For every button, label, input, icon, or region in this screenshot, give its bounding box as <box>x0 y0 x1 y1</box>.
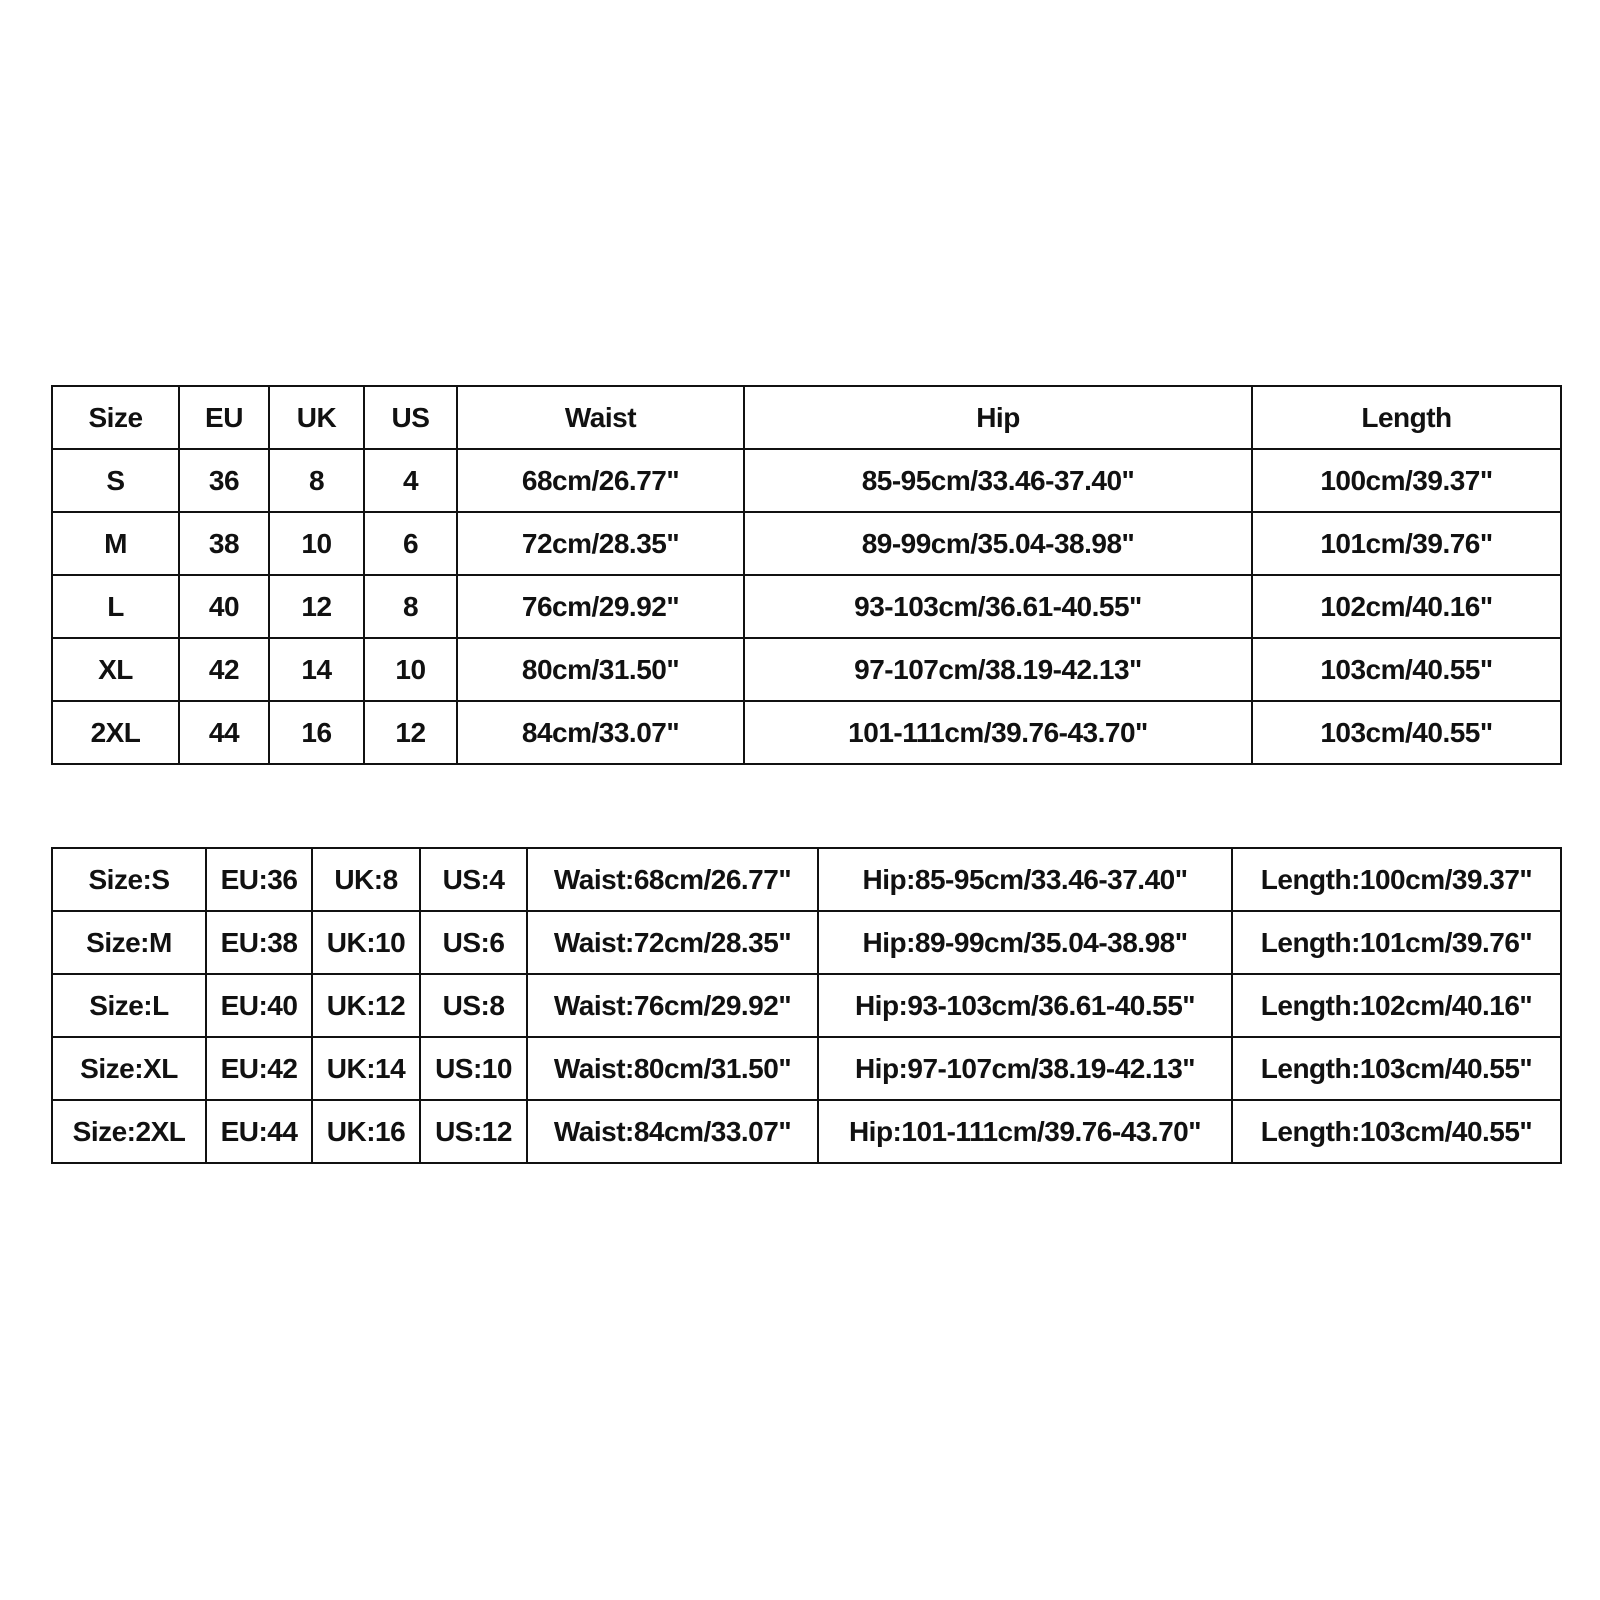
cell-eu: EU:44 <box>206 1100 312 1163</box>
cell-eu: 38 <box>179 512 269 575</box>
cell-us: US:8 <box>420 974 527 1037</box>
size-chart-table-primary <box>51 385 1562 765</box>
cell-waist: 84cm/33.07" <box>457 701 744 764</box>
cell-uk: UK:10 <box>312 911 420 974</box>
cell-size: Size:2XL <box>52 1100 206 1163</box>
cell-waist: Waist:80cm/31.50" <box>527 1037 818 1100</box>
cell-hip: 93-103cm/36.61-40.55" <box>744 575 1252 638</box>
cell-length: 103cm/40.55" <box>1252 701 1561 764</box>
cell-hip: 89-99cm/35.04-38.98" <box>744 512 1252 575</box>
header-eu: EU <box>179 386 269 449</box>
cell-us: 8 <box>364 575 457 638</box>
cell-size: Size:XL <box>52 1037 206 1100</box>
cell-us: 12 <box>364 701 457 764</box>
cell-length: 102cm/40.16" <box>1252 575 1561 638</box>
cell-waist: 76cm/29.92" <box>457 575 744 638</box>
cell-waist: 72cm/28.35" <box>457 512 744 575</box>
table-row <box>52 974 1561 1037</box>
cell-hip: Hip:101-111cm/39.76-43.70" <box>818 1100 1232 1163</box>
cell-size: Size:M <box>52 911 206 974</box>
cell-waist: Waist:76cm/29.92" <box>527 974 818 1037</box>
table-row <box>52 449 1561 512</box>
cell-uk: 16 <box>269 701 364 764</box>
cell-uk: UK:14 <box>312 1037 420 1100</box>
cell-eu: 44 <box>179 701 269 764</box>
cell-eu: EU:36 <box>206 848 312 911</box>
header-us: US <box>364 386 457 449</box>
cell-size: L <box>52 575 179 638</box>
table-row <box>52 1100 1561 1163</box>
cell-hip: 97-107cm/38.19-42.13" <box>744 638 1252 701</box>
cell-waist: Waist:72cm/28.35" <box>527 911 818 974</box>
table-row <box>52 638 1561 701</box>
cell-hip: Hip:97-107cm/38.19-42.13" <box>818 1037 1232 1100</box>
cell-size: XL <box>52 638 179 701</box>
cell-eu: 36 <box>179 449 269 512</box>
table-row <box>52 701 1561 764</box>
cell-size: M <box>52 512 179 575</box>
table-row <box>52 575 1561 638</box>
size-chart-table-labeled <box>51 847 1562 1164</box>
table-row <box>52 848 1561 911</box>
cell-eu: EU:42 <box>206 1037 312 1100</box>
header-waist: Waist <box>457 386 744 449</box>
cell-us: US:4 <box>420 848 527 911</box>
cell-length: Length:103cm/40.55" <box>1232 1037 1561 1100</box>
cell-us: US:10 <box>420 1037 527 1100</box>
cell-us: 6 <box>364 512 457 575</box>
table-row <box>52 1037 1561 1100</box>
cell-size: Size:S <box>52 848 206 911</box>
cell-waist: 80cm/31.50" <box>457 638 744 701</box>
table-row <box>52 911 1561 974</box>
cell-us: US:6 <box>420 911 527 974</box>
table-row <box>52 512 1561 575</box>
table-header-row <box>52 386 1561 449</box>
cell-uk: UK:12 <box>312 974 420 1037</box>
cell-us: 10 <box>364 638 457 701</box>
cell-length: 100cm/39.37" <box>1252 449 1561 512</box>
cell-hip: Hip:93-103cm/36.61-40.55" <box>818 974 1232 1037</box>
cell-hip: Hip:85-95cm/33.46-37.40" <box>818 848 1232 911</box>
cell-hip: 101-111cm/39.76-43.70" <box>744 701 1252 764</box>
cell-us: 4 <box>364 449 457 512</box>
cell-waist: Waist:84cm/33.07" <box>527 1100 818 1163</box>
cell-us: US:12 <box>420 1100 527 1163</box>
cell-uk: 8 <box>269 449 364 512</box>
cell-length: Length:100cm/39.37" <box>1232 848 1561 911</box>
cell-size: 2XL <box>52 701 179 764</box>
cell-eu: EU:40 <box>206 974 312 1037</box>
cell-hip: 85-95cm/33.46-37.40" <box>744 449 1252 512</box>
cell-eu: EU:38 <box>206 911 312 974</box>
cell-eu: 40 <box>179 575 269 638</box>
cell-length: Length:101cm/39.76" <box>1232 911 1561 974</box>
header-uk: UK <box>269 386 364 449</box>
cell-hip: Hip:89-99cm/35.04-38.98" <box>818 911 1232 974</box>
cell-eu: 42 <box>179 638 269 701</box>
cell-length: 103cm/40.55" <box>1252 638 1561 701</box>
cell-length: 101cm/39.76" <box>1252 512 1561 575</box>
cell-uk: UK:8 <box>312 848 420 911</box>
cell-size: S <box>52 449 179 512</box>
cell-waist: 68cm/26.77" <box>457 449 744 512</box>
cell-uk: UK:16 <box>312 1100 420 1163</box>
cell-uk: 12 <box>269 575 364 638</box>
header-hip: Hip <box>744 386 1252 449</box>
header-size: Size <box>52 386 179 449</box>
header-length: Length <box>1252 386 1561 449</box>
cell-size: Size:L <box>52 974 206 1037</box>
cell-waist: Waist:68cm/26.77" <box>527 848 818 911</box>
cell-uk: 10 <box>269 512 364 575</box>
cell-uk: 14 <box>269 638 364 701</box>
cell-length: Length:103cm/40.55" <box>1232 1100 1561 1163</box>
cell-length: Length:102cm/40.16" <box>1232 974 1561 1037</box>
